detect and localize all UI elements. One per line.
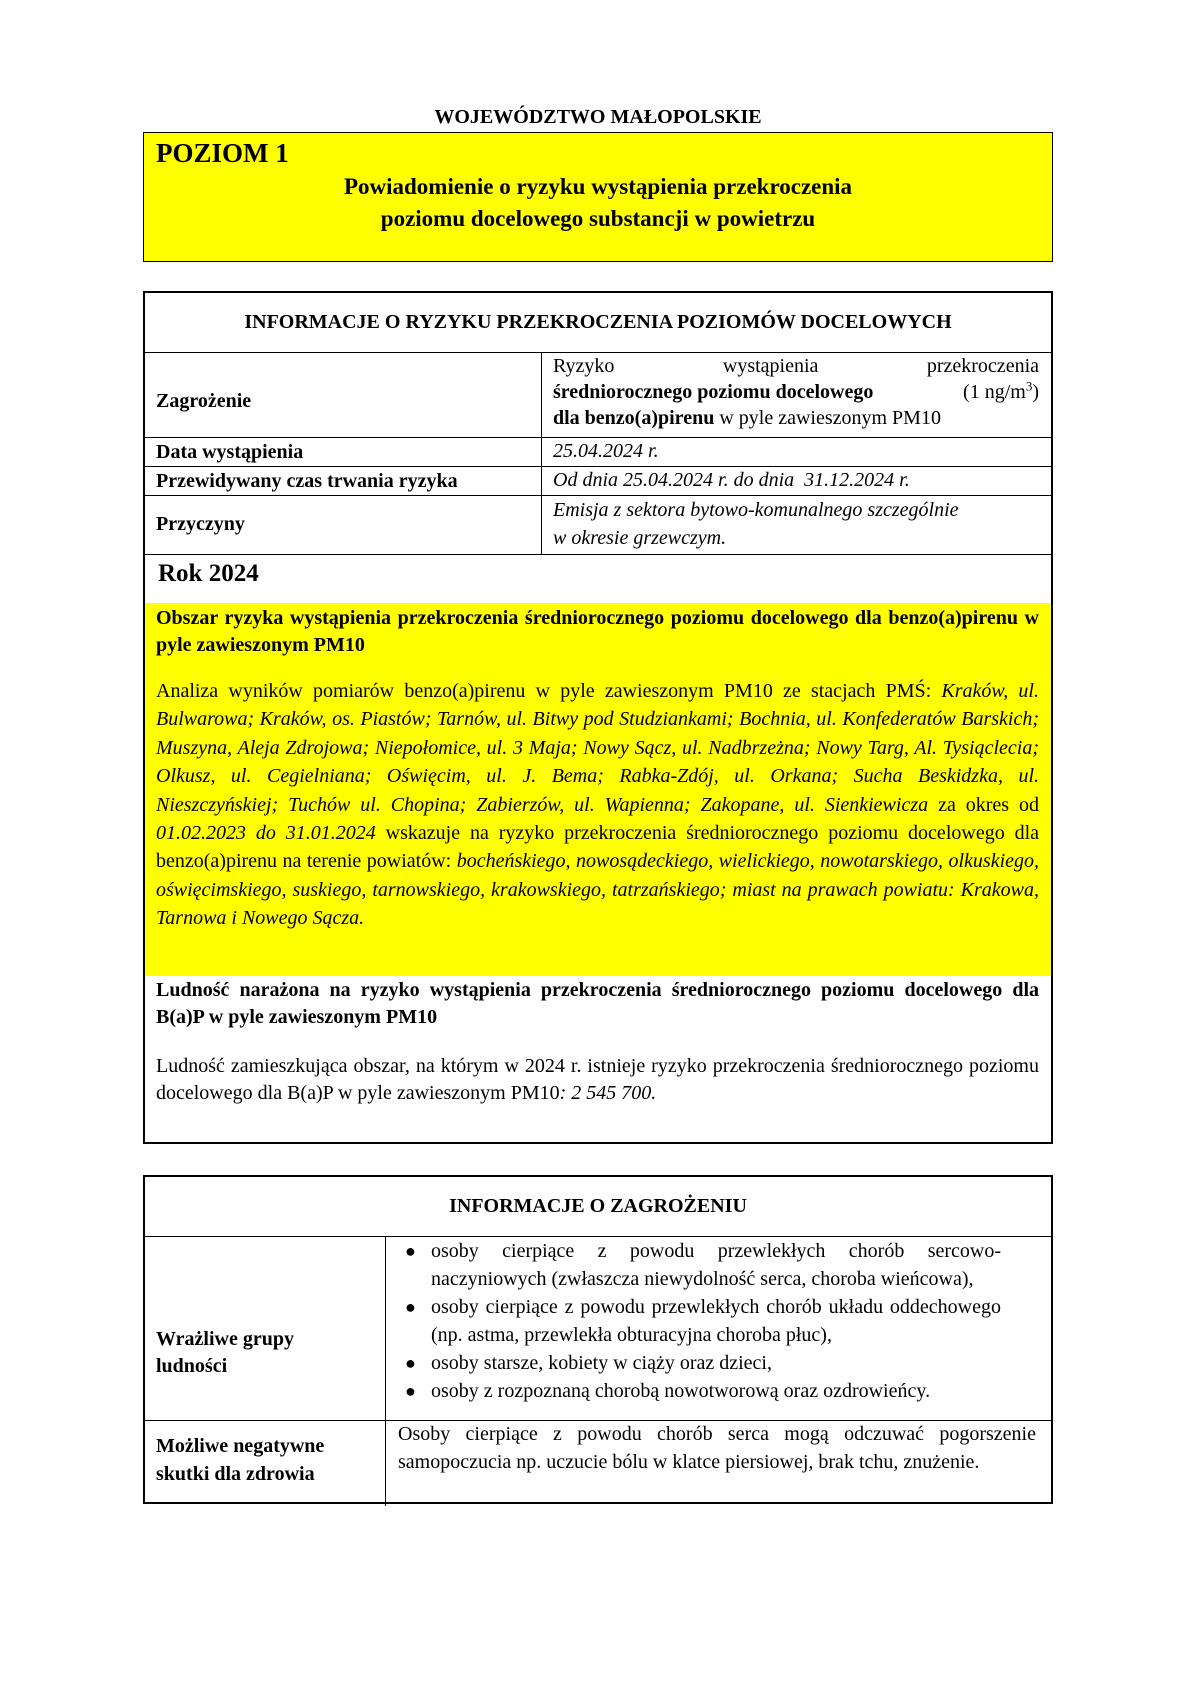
threat-label: Zagrożenie <box>156 390 252 412</box>
date-label: Data wystąpienia <box>156 441 304 463</box>
list-item: ● osoby cierpiące z powodu przewlekłych chorób sercowo-naczyniowych (zwłaszcza niewydolność serca, choroba wieńcowa), <box>401 1237 1001 1293</box>
districts-list: bocheńskiego, nowosądeckiego, wielickiego, nowotarskiego, olkuskiego, oświęcimskiego, suskiego, tarnowskiego, krakowskiego, tatrzańskiego; miast na prawach powiatu: Krakowa, Tarnowa i Nowego Sącza. <box>156 850 1040 930</box>
threat-value: Ryzyko wystąpienia przekroczenia średniorocznego poziomu docelowego (1 $ng/m^3$) dla benzo(a)pirenu w pyle zawieszonym PM10 <box>553 355 1039 429</box>
list-item: ● osoby z rozpoznaną chorobą nowotworową oraz ozdrowieńcy. <box>401 1377 1001 1405</box>
causes-label: Przyczyny <box>156 513 245 535</box>
health-effects-label: Możliwe negatywne skutki dla zdrowia <box>156 1435 325 1485</box>
stations-list: Kraków, ul. Bulwarowa; Kraków, os. Piastów; Tarnów, ul. Bitwy pod Studziankami; Bochnia, ul. Konfederatów Barskich; Muszyna, Aleja Zdrojowa; Niepołomice, ul. 3 Maja; Nowy Sącz, ul. Nadbrzeżna; Nowy Targ, Al. Tysiąclecia; Olkusz, ul. Cegielniana; Oświęcim, ul. J. Bema; Rabka-Zdój, ul. Orkana; Sucha Beskidzka, ul. Nieszczyńskiej; Tuchów ul. Chopina; Zabierzów, ul. Wapienna; Zakopane, ul. Sienkiewicza <box>156 680 1039 816</box>
population-value: : 2 545 700. <box>559 1082 657 1105</box>
bullet-icon: ● <box>405 1241 416 1261</box>
notification-title <box>144 171 1052 235</box>
bullet-icon: ● <box>405 1297 416 1317</box>
area-heading: Obszar ryzyka wystąpienia przekroczenia średniorocznego poziomu docelowego dla benzo(a)pirenu w pyle zawieszonym PM10 <box>156 607 1039 657</box>
list-item: ● osoby starsze, kobiety w ciąży oraz dzieci, <box>401 1349 1001 1377</box>
level-label: POZIOM 1 <box>156 138 289 168</box>
year-label: Rok 2024 <box>158 560 259 587</box>
notification-title-line1: Powiadomienie o ryzyku wystąpienia przekroczenia <box>343 174 853 199</box>
duration-label: Przewidywany czas trwania ryzyka <box>156 470 458 492</box>
sensitive-groups-label: Wrażliwe grupy ludności <box>156 1328 294 1377</box>
duration-value: Od dnia 25.04.2024 r. do dnia 31.12.2024 r. <box>553 469 910 491</box>
threat-info-title: INFORMACJE O ZAGROŻENIU <box>449 1195 747 1217</box>
bullet-icon: ● <box>405 1353 416 1373</box>
sensitive-groups-list <box>401 1237 1001 1405</box>
causes-value: Emisja z sektora bytowo-komunalnego szczególnie w okresie grzewczym. <box>553 499 959 549</box>
analysis-period: 01.02.2023 do 31.01.2024 <box>156 822 376 845</box>
population-text: Ludność zamieszkująca obszar, na którym w 2024 r. istnieje ryzyko przekroczenia średniorocznego poziomu docelowego dla B(a)P w pyle zawieszonym PM10: 2 545 700. <box>156 1055 1039 1105</box>
health-effects-text: Osoby cierpiące z powodu chorób serca mogą odczuwać pogorszenie samopoczucia np. uczucie bólu w klatce piersiowej, brak tchu, znużenie. <box>398 1423 1036 1473</box>
notification-title-line2: poziomu docelowego substancji w powietrzu <box>380 206 816 231</box>
risk-info-section <box>143 291 1053 1144</box>
level-banner <box>143 132 1053 262</box>
risk-info-title: INFORMACJE O RYZYKU PRZEKROCZENIA POZIOMÓW DOCELOWYCH <box>244 311 952 333</box>
list-item: ● osoby cierpiące z powodu przewlekłych chorób układu oddechowego (np. astma, przewlekła obturacyjna choroba płuc), <box>401 1293 1001 1349</box>
bullet-icon: ● <box>405 1381 416 1401</box>
threat-info-section <box>143 1175 1053 1504</box>
date-value: 25.04.2024 r. <box>553 440 659 462</box>
risk-area-highlight <box>145 603 1051 976</box>
analysis-text: Analiza wyników pomiarów benzo(a)pirenu w pyle zawieszonym PM10 ze stacjach PMŚ: Kraków, ul. Bulwarowa; Kraków, os. Piastów; Tarnów, ul. Bitwy pod Studziankami; Bochnia, ul. Konfederatów Barskich; Muszyna, Aleja Zdrojowa; Niepołomice, ul. 3 Maja; Nowy Sącz, ul. Nadbrzeżna; Nowy Targ, Al. Tysiąclecia; Olkusz, ul. Cegielniana; Oświęcim, ul. J. Bema; Rabka-Zdój, ul. Orkana; Sucha Beskidzka, ul. Nieszczyńskiej; Tuchów ul. Chopina; Zabierzów, ul. Wapienna; Zakopane, ul. Sienkiewicza za okres od 01.02.2023 do 31.01.2024 wskazuje na ryzyko przekroczenia średniorocznego poziomu docelowego dla benzo(a)pirenu na terenie powiatów: bocheńskiego, nowosądeckiego, wielickiego, nowotarskiego, olkuskiego, oświęcimskiego, suskiego, tarnowskiego, krakowskiego, tatrzańskiego; miast na prawach powiatu: Krakowa, Tarnowa i Nowego Sącza. <box>156 680 1040 930</box>
population-heading: Ludność narażona na ryzyko wystąpienia przekroczenia średniorocznego poziomu docelowego dla B(a)P w pyle zawieszonym PM10 <box>156 979 1039 1029</box>
region-title: WOJEWÓDZTWO MAŁOPOLSKIE <box>434 106 762 128</box>
